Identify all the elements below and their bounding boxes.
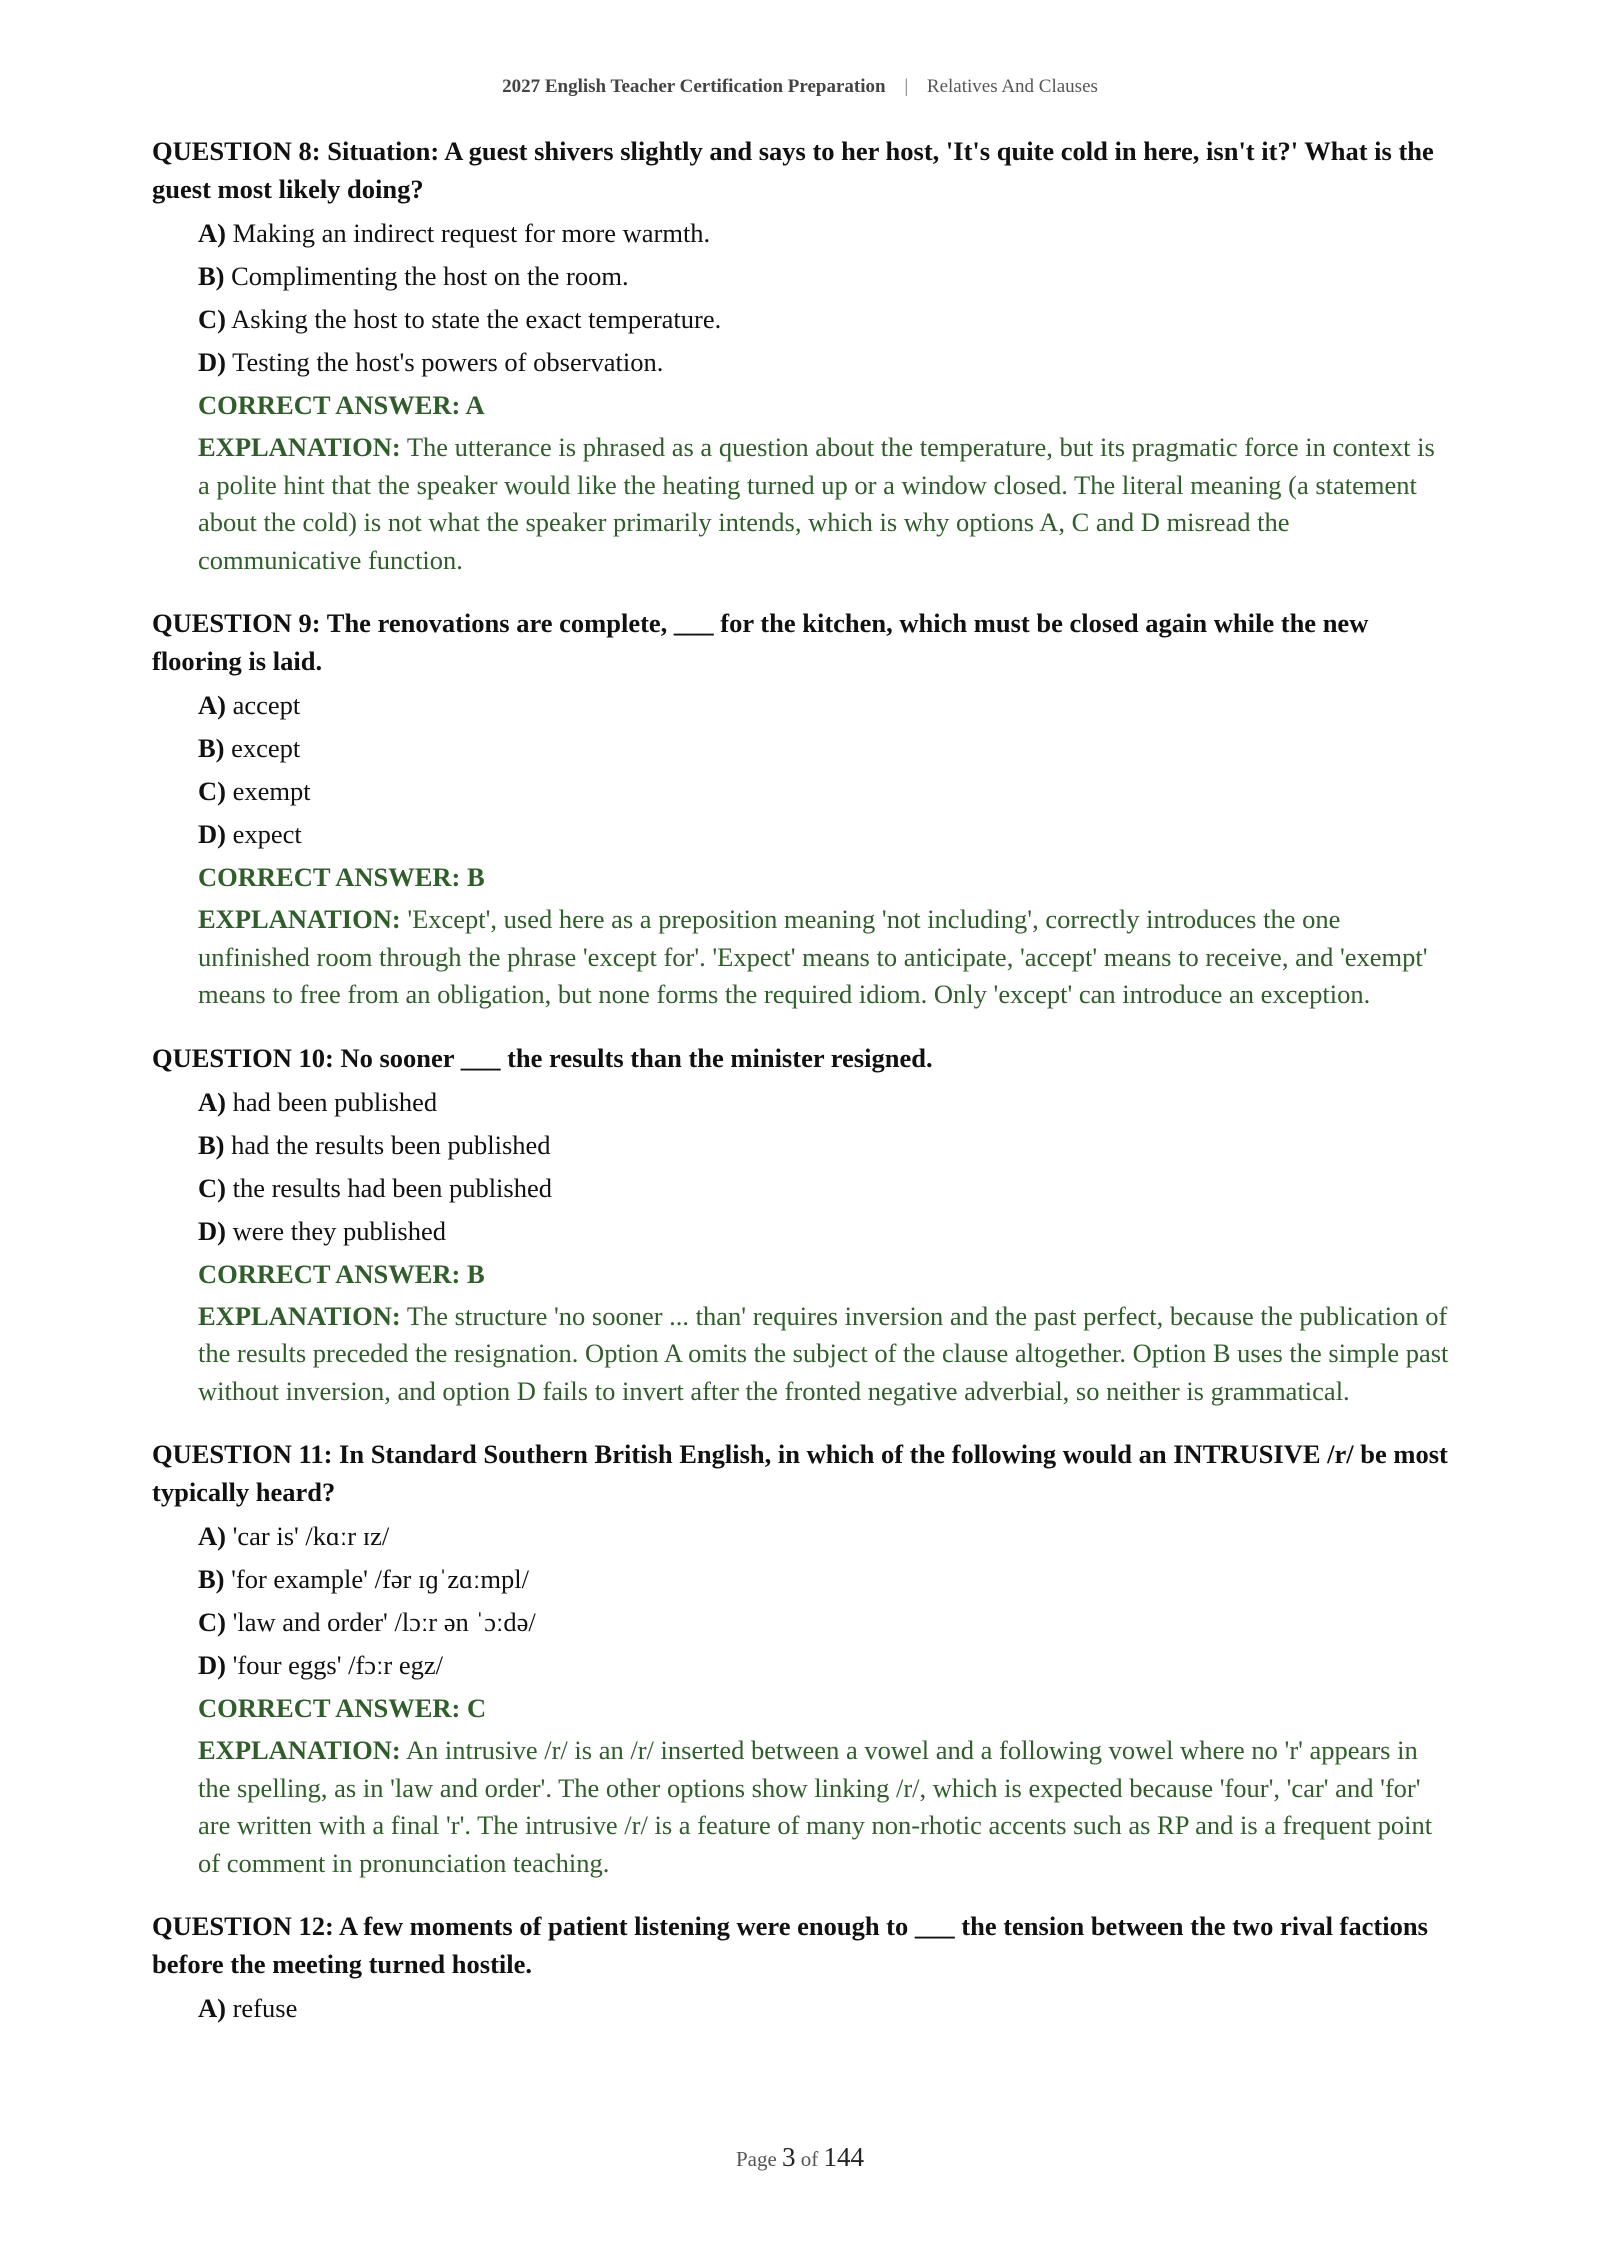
- option-d: [198, 1644, 1452, 1687]
- option-text: were they published: [232, 1215, 447, 1246]
- question-text: [152, 604, 1452, 680]
- option-c: [198, 770, 1452, 813]
- explanation-text: An intrusive /r/ is an /r/ inserted between a vowel and a following vowel where no 'r' appears in the spelling, as in 'law and order'. The other options show linking /r/, which is expected because 'four', 'car' and 'for' are written with a final 'r'. The intrusive /r/ is a feature of many non-rhotic accents such as RP and is a frequent point of comment in pronunciation teaching.: [198, 1735, 1433, 1878]
- options-list: [198, 212, 1452, 384]
- page-prefix: Page: [735, 2147, 777, 2171]
- option-b: [198, 1124, 1452, 1167]
- option-text: had been published: [232, 1086, 438, 1117]
- correct-answer: CORRECT ANSWER: B: [198, 862, 485, 892]
- correct-answer: CORRECT ANSWER: B: [198, 1258, 485, 1289]
- option-text: 'for example' /fər ɪɡˈzɑːmpl/: [231, 1564, 529, 1594]
- header-separator: |: [904, 76, 909, 97]
- option-letter: A): [198, 1993, 226, 2023]
- option-letter: D): [198, 1650, 226, 1680]
- question-prompt: No sooner ___ the results than the minister resigned.: [340, 1042, 933, 1073]
- option-letter: D): [198, 347, 226, 377]
- question-12: [152, 1907, 1452, 2030]
- question-label: QUESTION 8:: [152, 136, 321, 166]
- option-c: [198, 1167, 1452, 1210]
- total-pages: 144: [823, 2142, 865, 2172]
- question-text: [152, 1039, 1452, 1077]
- option-text: the results had been published: [232, 1172, 552, 1203]
- question-label: QUESTION 9:: [152, 608, 321, 638]
- current-page-number: 3: [782, 2142, 796, 2172]
- option-text: except: [231, 733, 301, 763]
- option-letter: C): [198, 304, 226, 334]
- option-text: Testing the host's powers of observation.: [232, 347, 664, 377]
- options-list: [198, 1515, 1452, 1687]
- option-text: refuse: [232, 1993, 298, 2023]
- question-11: [152, 1435, 1452, 1882]
- option-a: [198, 212, 1452, 255]
- option-letter: C): [198, 1607, 226, 1637]
- option-letter: B): [198, 733, 225, 763]
- page-of: of: [800, 2147, 819, 2171]
- question-prompt: Situation: A guest shivers slightly and says to her host, 'It's quite cold in here, isn't it?' What is the guest most likely doing?: [152, 136, 1434, 204]
- option-a: [198, 684, 1452, 727]
- options-list: [198, 1987, 1452, 2030]
- option-text: had the results been published: [231, 1129, 551, 1160]
- option-text: 'four eggs' /fɔːr egz/: [232, 1650, 444, 1680]
- option-d: [198, 341, 1452, 384]
- option-b: [198, 255, 1452, 298]
- option-text: Asking the host to state the exact temperature.: [231, 304, 722, 334]
- question-label: QUESTION 12:: [152, 1911, 334, 1941]
- question-prompt: In Standard Southern British English, in which of the following would an INTRUSIVE /r/ be most typically heard?: [152, 1439, 1448, 1507]
- explanation: [198, 1732, 1452, 1882]
- correct-answer: CORRECT ANSWER: A: [198, 390, 485, 420]
- document-title: 2027 English Teacher Certification Preparation: [502, 76, 886, 97]
- option-letter: B): [198, 261, 225, 291]
- question-text: [152, 1435, 1452, 1511]
- option-letter: A): [198, 690, 226, 720]
- option-letter: A): [198, 1521, 226, 1551]
- page-header: [0, 76, 1600, 98]
- option-letter: B): [198, 1129, 225, 1160]
- explanation-label: EXPLANATION:: [198, 1735, 401, 1765]
- option-text: 'law and order' /lɔːr ən ˈɔːdə/: [232, 1607, 536, 1637]
- option-letter: A): [198, 1086, 226, 1117]
- question-text: [152, 1907, 1452, 1983]
- option-text: exempt: [232, 776, 311, 806]
- question-10: [152, 1039, 1452, 1411]
- correct-answer: CORRECT ANSWER: C: [198, 1693, 487, 1723]
- options-list: [198, 1081, 1452, 1253]
- question-prompt: A few moments of patient listening were enough to ___ the tension between the two rival factions before the meeting turned hostile.: [152, 1911, 1428, 1979]
- option-letter: C): [198, 1172, 226, 1203]
- option-text: expect: [232, 819, 302, 849]
- question-text: [152, 132, 1452, 208]
- section-title: Relatives And Clauses: [926, 76, 1098, 97]
- question-prompt: The renovations are complete, ___ for the kitchen, which must be closed again while the new flooring is laid.: [152, 608, 1369, 676]
- option-text: 'car is' /kɑːr ɪz/: [232, 1521, 390, 1551]
- explanation: [198, 429, 1452, 579]
- options-list: [198, 684, 1452, 856]
- option-letter: B): [198, 1564, 225, 1594]
- explanation: [198, 1298, 1452, 1411]
- explanation-text: The utterance is phrased as a question about the temperature, but its pragmatic force in context is a polite hint that the speaker would like the heating turned up or a window closed. The literal meaning (a statement about the cold) is not what the speaker primarily intends, which is why options A, C and D misread the communicative function.: [198, 432, 1435, 575]
- questions-list: [152, 132, 1452, 2055]
- option-letter: A): [198, 218, 226, 248]
- page-footer: [0, 2142, 1600, 2173]
- option-text: accept: [232, 690, 301, 720]
- option-d: [198, 1210, 1452, 1253]
- question-label: QUESTION 11:: [152, 1439, 333, 1469]
- option-a: [198, 1987, 1452, 2030]
- option-text: Complimenting the host on the room.: [231, 261, 629, 291]
- question-9: [152, 604, 1452, 1014]
- option-c: [198, 1601, 1452, 1644]
- option-text: Making an indirect request for more warmth.: [232, 218, 711, 248]
- option-letter: C): [198, 776, 226, 806]
- option-a: [198, 1081, 1452, 1124]
- question-label: QUESTION 10:: [152, 1042, 334, 1073]
- option-c: [198, 298, 1452, 341]
- option-b: [198, 727, 1452, 770]
- explanation: [198, 901, 1452, 1014]
- explanation-text: The structure 'no sooner ... than' requires inversion and the past perfect, because the publication of the results preceded the resignation. Option A omits the subject of the clause altogether. Option B uses the simple past without inversion, and option D fails to invert after the fronted negative adverbial, so neither is grammatical.: [198, 1300, 1449, 1406]
- explanation-label: EXPLANATION:: [198, 432, 401, 462]
- explanation-label: EXPLANATION:: [198, 1300, 401, 1331]
- option-d: [198, 813, 1452, 856]
- explanation-label: EXPLANATION:: [198, 904, 401, 934]
- option-letter: D): [198, 819, 226, 849]
- question-8: [152, 132, 1452, 579]
- option-a: [198, 1515, 1452, 1558]
- option-b: [198, 1558, 1452, 1601]
- option-letter: D): [198, 1215, 226, 1246]
- explanation-text: 'Except', used here as a preposition meaning 'not including', correctly introduces the one unfinished room through the phrase 'except for'. 'Expect' means to anticipate, 'accept' means to receive, and 'exempt' means to free from an obligation, but none forms the required idiom. Only 'except' can introduce an exception.: [198, 904, 1428, 1009]
